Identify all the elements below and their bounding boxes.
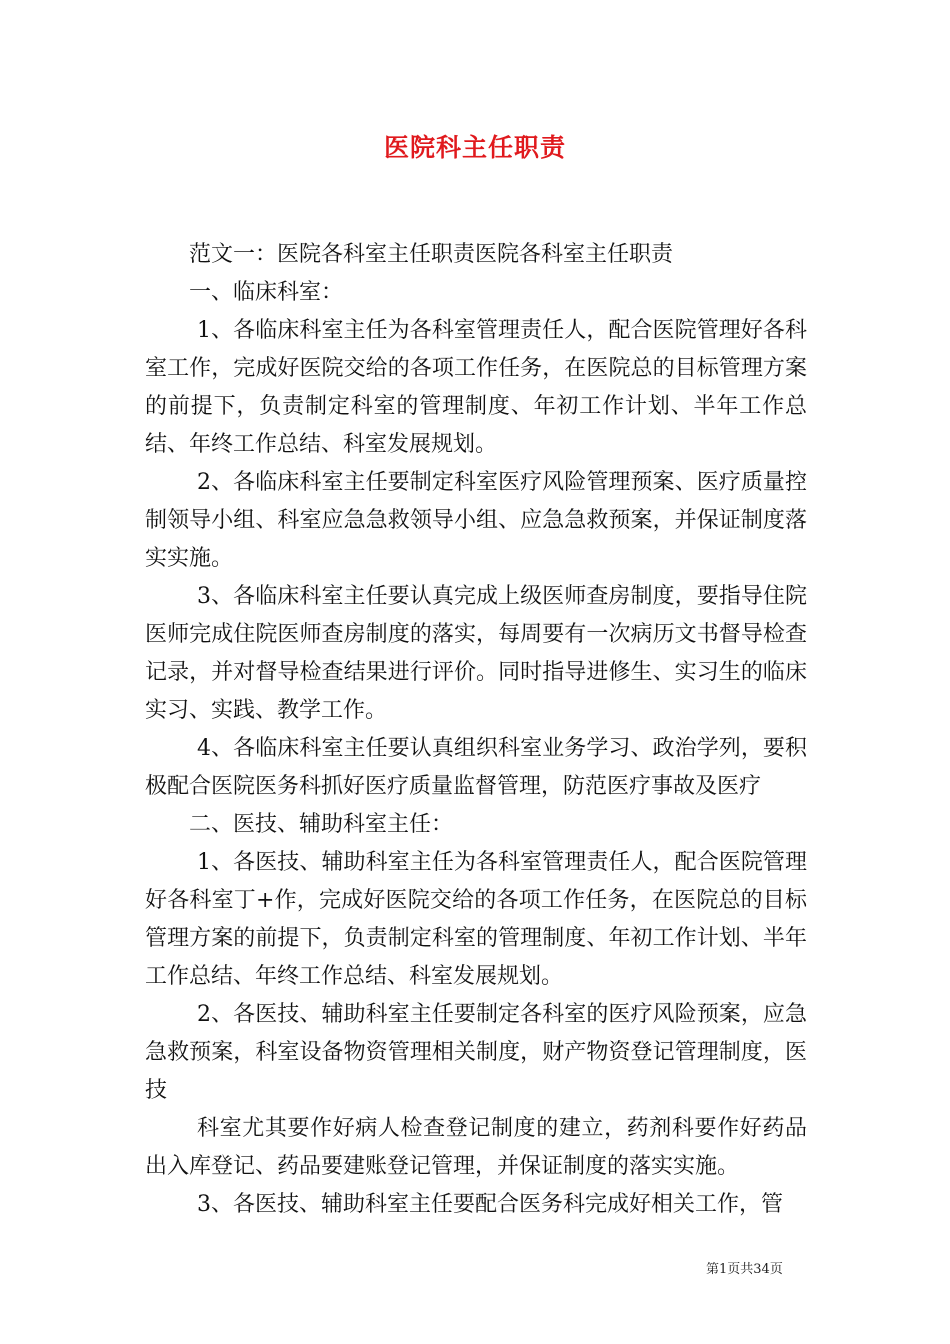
document-body [145, 236, 807, 1224]
paragraph-technical-3: 3、各医技、辅助科室主任要配合医务科完成好相关工作，管 [197, 1192, 783, 1217]
section-heading-technical: 二、医技、辅助科室主任： [189, 812, 454, 837]
section-heading-clinical: 一、临床科室： [189, 280, 344, 305]
paragraph-clinical-4: 4、各临床科室主任要认真组织科室业务学习、政治学列，要积极配合医院医务科抓好医疗质量监督管理，防范医疗事故及医疗 [145, 736, 807, 799]
page-number-footer: 第1页共34页 [706, 1262, 783, 1277]
paragraph-clinical-2: 2、各临床科室主任要制定科室医疗风险管理预案、医疗质量控制领导小组、科室应急急救领导小组、应急急救预案，并保证制度落实实施。 [145, 470, 807, 571]
paragraph-clinical-3: 3、各临床科室主任要认真完成上级医师查房制度，要指导住院医师完成住院医师查房制度的落实，每周要有一次病历文书督导检查记录，并对督导检查结果进行评价。同时指导进修生、实习生的临床实习、实践、教学工作。 [145, 584, 807, 723]
paragraph-technical-1: 1、各医技、辅助科室主任为各科室管理责任人，配合医院管理好各科室丁+作，完成好医院交给的各项工作任务，在医院总的目标管理方案的前提下，负责制定科室的管理制度、年初工作计划、半年工作总结、年终工作总结、科室发展规划。 [145, 850, 807, 989]
paragraph-technical-2-cont: 科室尤其要作好病人检查登记制度的建立，药剂科要作好药品出入库登记、药品要建账登记管理，并保证制度的落实实施。 [145, 1116, 807, 1179]
paragraph-clinical-1: 1、各临床科室主任为各科室管理责任人，配合医院管理好各科室工作，完成好医院交给的各项工作任务，在医院总的目标管理方案的前提下，负责制定科室的管理制度、年初工作计划、半年工作总结、年终工作总结、科室发展规划。 [145, 318, 807, 457]
paragraph-technical-2: 2、各医技、辅助科室主任要制定各科室的医疗风险预案，应急急救预案，科室设备物资管理相关制度，财产物资登记管理制度，医技 [145, 1002, 807, 1103]
document-title: 医院科主任职责 [383, 133, 566, 162]
paragraph-intro: 范文一：医院各科室主任职责医院各科室主任职责 [189, 242, 674, 267]
